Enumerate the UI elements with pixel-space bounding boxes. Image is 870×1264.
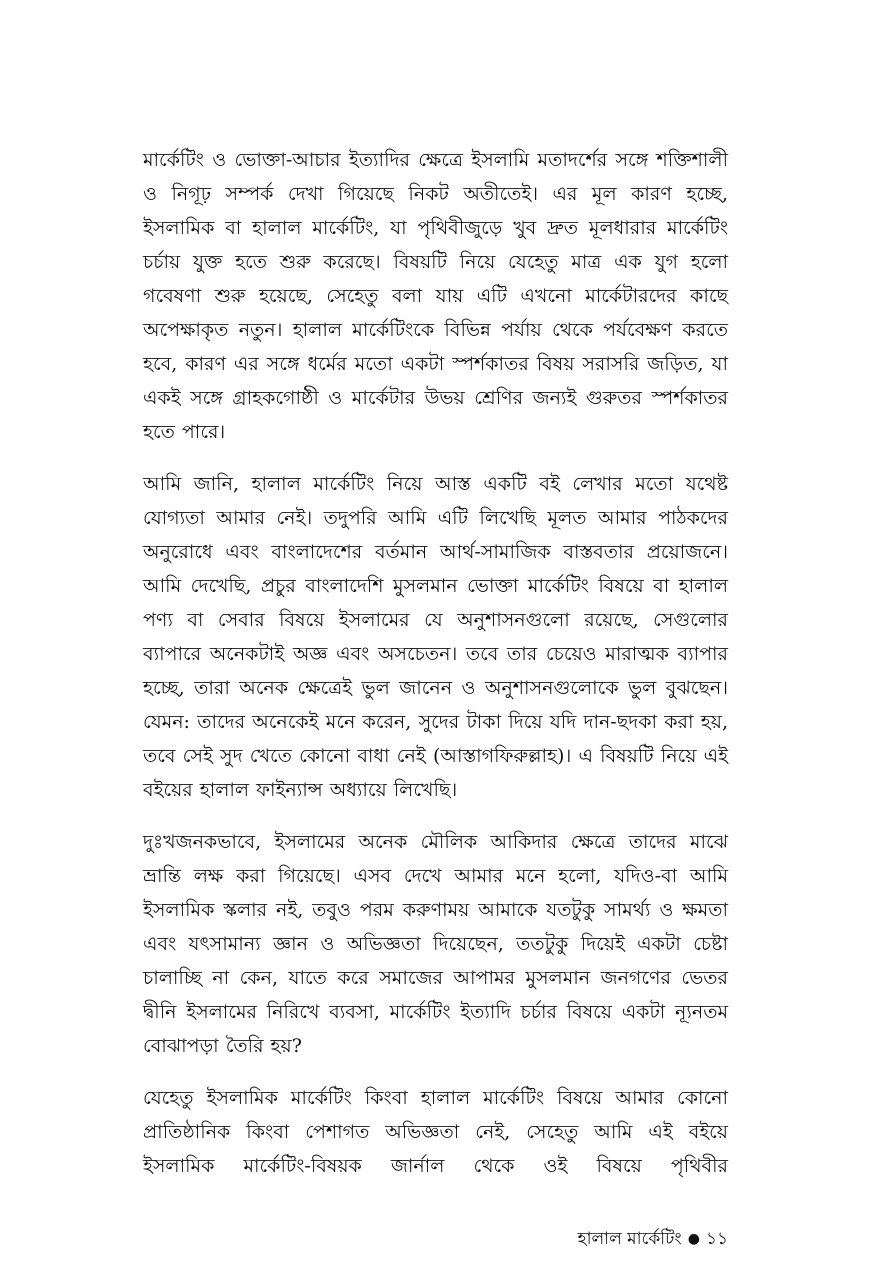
- body-paragraph-4: যেহেতু ইসলামিক মার্কেটিং কিংবা হালাল মার্কেটিং বিষয়ে আমার কোনো প্রাতিষ্ঠানিক কিংবা পেশাগত অভিজ্ঞতা নেই, সেহেতু আমি এই বইয়ে ইসলামিক মার্কেটিং-বিষয়ক জার্নাল থেকে ওই বিষয়ে পৃথিবীর: [143, 1087, 728, 1177]
- page-number: ১১: [705, 1229, 728, 1249]
- running-title: হালাল মার্কেটিং: [577, 1229, 682, 1249]
- body-paragraph-2: আমি জানি, হালাল মার্কেটিং নিয়ে আস্ত একটি বই লেখার মতো যথেষ্ট যোগ্যতা আমার নেই। তদুপরি আমি এটি লিখেছি মূলত আমার পাঠকদের অনুরোধে এবং বাংলাদেশের বর্তমান আর্থ-সামাজিক বাস্তবতার প্রয়োজনে। আমি দেখেছি, প্রচুর বাংলাদেশি মুসলমান ভোক্তা মার্কেটিং বিষয়ে বা হালাল পণ্য বা সেবার বিষয়ে ইসলামের যে অনুশাসনগুলো রয়েছে, সেগুলোর ব্যাপারে অনেকটাই অজ্ঞ এবং অসচেতন। তবে তার চেয়েও মারাত্মক ব্যাপার হচ্ছে, তারা অনেক ক্ষেত্রেই ভুল জানেন ও অনুশাসনগুলোকে ভুল বুঝছেন। যেমন: তাদের অনেকেই মনে করেন, সুদের টাকা দিয়ে যদি দান-ছদকা করা হয়, তবে সেই সুদ খেতে কোনো বাধা নেই (আস্তাগফিরুল্লাহ)। এ বিষয়টি নিয়ে এই বইয়ের হালাল ফাইন্যান্স অধ্যায়ে লিখেছি।: [143, 473, 728, 801]
- bullet-separator: ●: [687, 1231, 700, 1247]
- page-body: [143, 143, 728, 1201]
- page-footer: [578, 1228, 728, 1250]
- body-paragraph-3: দুঃখজনকভাবে, ইসলামের অনেক মৌলিক আকিদার ক্ষেত্রে তাদের মাঝে ভ্রান্তি লক্ষ করা গিয়েছে। এসব দেখে আমার মনে হলো, যদিও-বা আমি ইসলামিক স্কলার নই, তবুও পরম করুণাময় আমাকে যতটুকু সামর্থ্য ও ক্ষমতা এবং যৎসামান্য জ্ঞান ও অভিজ্ঞতা দিয়েছেন, ততটুকু দিয়েই একটা চেষ্টা চালাচ্ছি না কেন, যাতে করে সমাজের আপামর মুসলমান জনগণের ভেতর দ্বীনি ইসলামের নিরিখে ব্যবসা, মার্কেটিং ইত্যাদি চর্চার বিষয়ে একটা ন্যূনতম বোঝাপড়া তৈরি হয়?: [143, 831, 728, 1057]
- body-paragraph-1: মার্কেটিং ও ভোক্তা-আচার ইত্যাদির ক্ষেত্রে ইসলামি মতাদর্শের সঙ্গে শক্তিশালী ও নিগূঢ় সম্পর্ক দেখা গিয়েছে নিকট অতীতেই। এর মূল কারণ হচ্ছে, ইসলামিক বা হালাল মার্কেটিং, যা পৃথিবীজুড়ে খুব দ্রুত মূলধারার মার্কেটিং চর্চায় যুক্ত হতে শুরু করেছে। বিষয়টি নিয়ে যেহেতু মাত্র এক যুগ হলো গবেষণা শুরু হয়েছে, সেহেতু বলা যায় এটি এখনো মার্কেটারদের কাছে অপেক্ষাকৃত নতুন। হালাল মার্কেটিংকে বিভিন্ন পর্যায় থেকে পর্যবেক্ষণ করতে হবে, কারণ এর সঙ্গে ধর্মের মতো একটা স্পর্শকাতর বিষয় সরাসরি জড়িত, যা একই সঙ্গে গ্রাহকগোষ্ঠী ও মার্কেটার উভয় শ্রেণির জন্যই গুরুতর স্পর্শকাতর হতে পারে।: [143, 149, 728, 443]
